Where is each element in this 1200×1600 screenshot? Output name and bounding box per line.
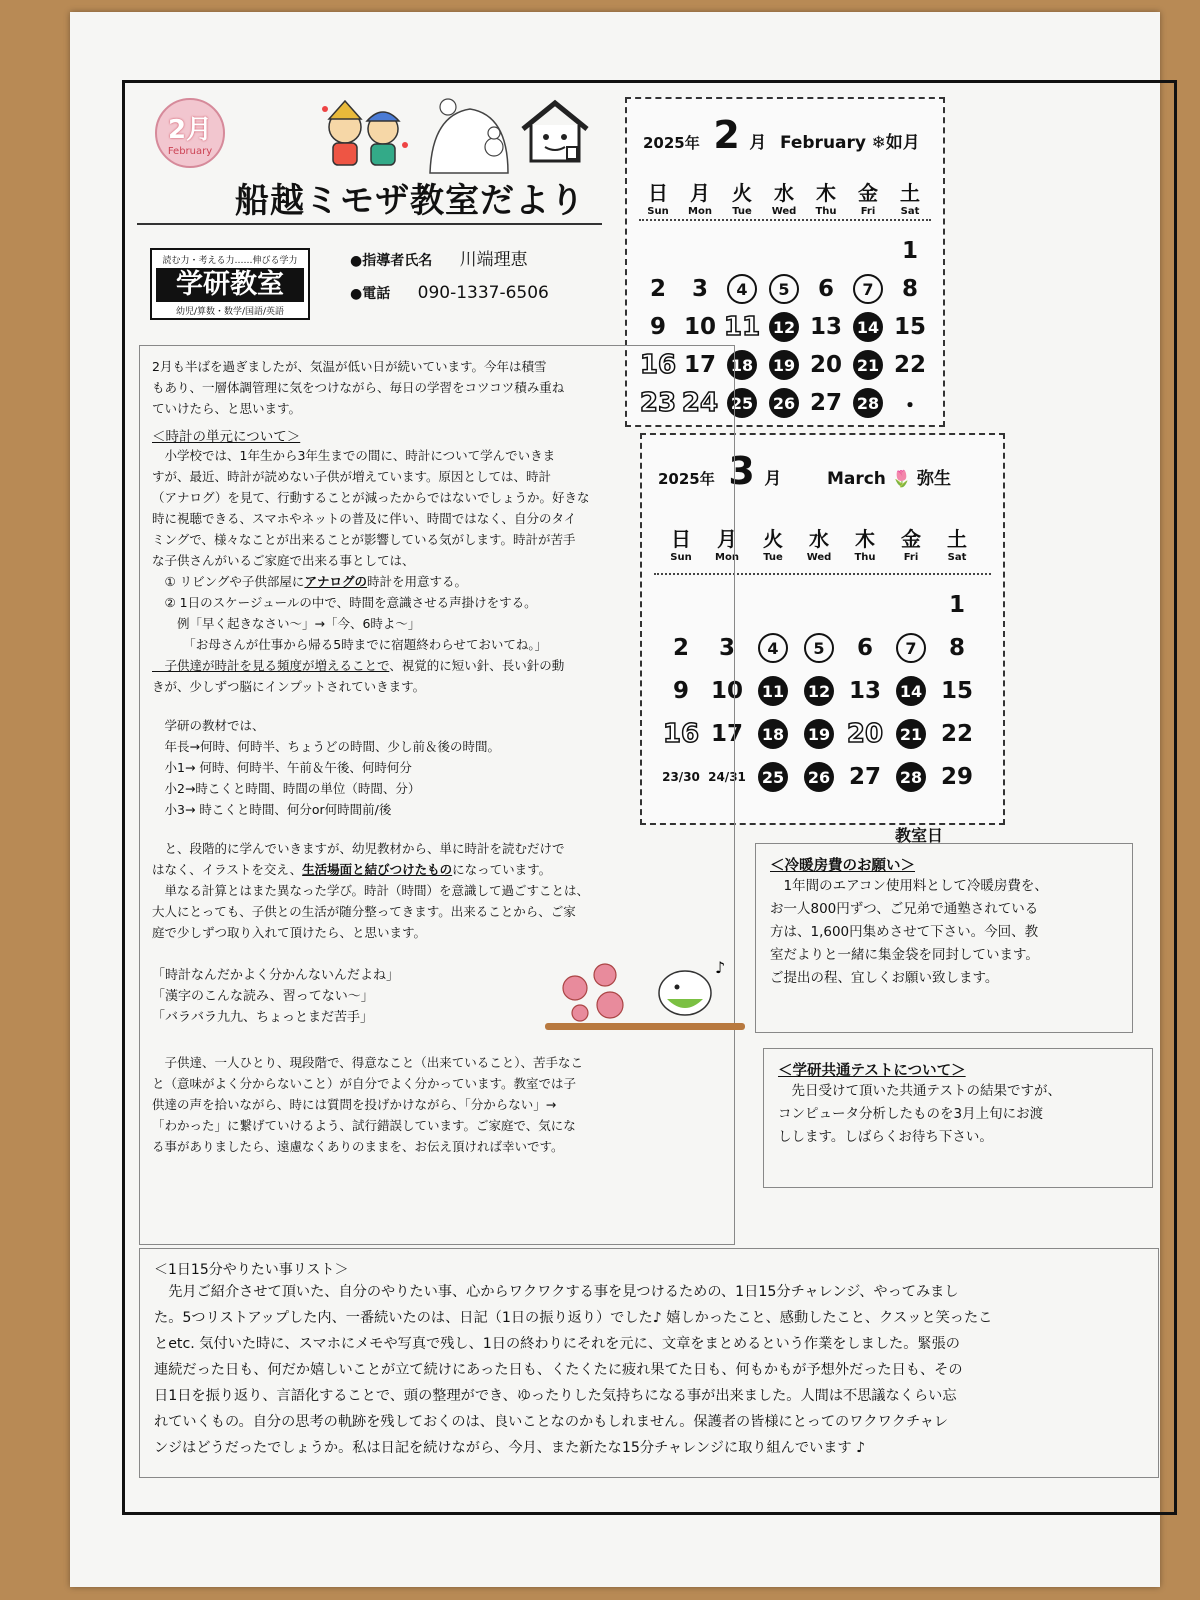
- calendar-feb-month-ja: 月: [749, 133, 767, 153]
- weekday-ja: 金: [858, 181, 878, 205]
- calendar-day-number: 26: [804, 762, 834, 792]
- badge-sub: February: [167, 146, 213, 157]
- snowman-illustration-icon: [420, 95, 515, 175]
- title-divider: [137, 223, 602, 225]
- calendar-day-number: 6: [856, 635, 873, 661]
- calendar-day-number: 18: [727, 350, 757, 380]
- calendar-day: [796, 671, 842, 711]
- weekday-header: [934, 523, 980, 563]
- calendar-day: [934, 628, 980, 668]
- plum-blossom-bird-illustration-icon: [545, 953, 745, 1033]
- weekday-en: Sat: [900, 206, 920, 217]
- calendar-day-number: 7: [896, 633, 926, 663]
- weekday-en: Sun: [670, 552, 692, 563]
- instructor-label: ●指導者氏名: [350, 253, 433, 269]
- calendar-day-number: 2: [649, 276, 666, 302]
- calendar-day-number: 5: [769, 274, 799, 304]
- calendar-day-number: 12: [769, 312, 799, 342]
- calendar-day-number: 17: [710, 721, 743, 747]
- clock-p2-rest: 、視覚的に短い針、長い針の動: [389, 658, 565, 673]
- calendar-feb-month-en: February: [779, 133, 866, 153]
- heating-fee-notice: [755, 843, 1133, 1033]
- calendar-day: [888, 671, 934, 711]
- clock-p2-emphasis: 子供達が時計を見る頻度が増えることで: [152, 658, 390, 673]
- newsletter-title: 船越ミモザ教室だより: [235, 181, 585, 221]
- calendar-day: [842, 714, 888, 754]
- calendar-day: [637, 269, 679, 309]
- calendar-mar-month-ja: 月: [764, 469, 782, 489]
- weekday-en: Tue: [732, 206, 752, 217]
- calendar-day: [847, 345, 889, 385]
- calendar-day-number: 15: [940, 678, 973, 704]
- calendar-day-number: 5: [804, 633, 834, 663]
- calendar-day-number: 4: [727, 274, 757, 304]
- calendar-day-number: 16: [639, 350, 677, 380]
- materials-list: [152, 736, 724, 820]
- calendar-day-number: 2: [672, 635, 689, 661]
- calendar-day-number: 14: [853, 312, 883, 342]
- phone-label: ●電話: [350, 286, 391, 302]
- children-illustration-icon: [315, 95, 415, 170]
- calendar-day: [805, 269, 847, 309]
- calendar-day: [679, 269, 721, 309]
- calendar-day: [796, 714, 842, 754]
- calendar-day-number: 4: [758, 633, 788, 663]
- calendar-day-number: 17: [683, 352, 716, 378]
- calendar-mar-year: 2025年: [658, 470, 715, 488]
- test-notice-heading: ＜学研共通テストについて＞: [778, 1063, 966, 1079]
- calendar-day-number: 7: [853, 274, 883, 304]
- weekday-en: Thu: [815, 206, 837, 217]
- weekday-ja: 日: [648, 181, 668, 205]
- materials-intro: 学研の教材では、: [152, 718, 265, 733]
- calendar-mar-month-en: March: [826, 469, 886, 489]
- svg-text:♪: ♪: [715, 958, 726, 977]
- calendar-day: [721, 307, 763, 347]
- materials-item: 年長→何時、何時半、ちょうどの時間、少し前＆後の時間。: [152, 739, 500, 754]
- phone-row: [350, 283, 549, 303]
- calendar-day-number: 24: [681, 388, 719, 418]
- calendar-day: [763, 269, 805, 309]
- calendar-feb-month-old: ❄如月: [871, 133, 920, 153]
- calendar-day-number: 15: [893, 314, 926, 340]
- calendar-day-number: ・: [898, 392, 922, 419]
- weekday-ja: 日: [671, 527, 691, 551]
- calendar-day-number: 9: [649, 314, 666, 340]
- calendar-day-number: 12: [804, 676, 834, 706]
- fifteen-minute-list: [139, 1248, 1159, 1478]
- calendar-day-number: 23: [639, 388, 677, 418]
- calendar-feb-header: [643, 113, 920, 157]
- gakken-logo-subjects: 幼児/算数・数学/国語/英語: [175, 307, 285, 317]
- calendar-day: [750, 671, 796, 711]
- child-quote: 「バラバラ九九、ちょっとまだ苦手」: [152, 1010, 374, 1025]
- weekday-en: Wed: [806, 552, 832, 563]
- calendar-day: [679, 307, 721, 347]
- stepwise-line-1: と、段階的に学んでいきますが、幼児教材から、単に時計を読むだけで: [152, 841, 565, 856]
- weekday-ja: 水: [809, 527, 829, 551]
- heart-badge-icon: [155, 98, 225, 168]
- clock-example-2: 「お母さんが仕事から帰る5時までに宿題終わらせておいてね。」: [152, 637, 548, 652]
- weekday-header: [847, 177, 889, 217]
- calendar-day: [750, 628, 796, 668]
- calendar-day-number: 1: [901, 238, 918, 264]
- main-article: [139, 345, 735, 1245]
- stepwise-emphasis: 生活場面と結びつけたもの: [302, 862, 453, 877]
- item1-pre: ① リビングや子供部屋に: [152, 574, 305, 589]
- child-quote: 「漢字のこんな読み、習ってない～」: [152, 989, 374, 1004]
- weekday-en: Fri: [860, 206, 876, 217]
- weekday-header: [842, 523, 888, 563]
- calendar-day-number: 28: [896, 762, 926, 792]
- weekday-ja: 木: [855, 527, 875, 551]
- clock-item-1: [152, 571, 724, 592]
- calendar-day: [847, 269, 889, 309]
- calendar-day: [842, 628, 888, 668]
- calendar-day-number: 11: [723, 312, 761, 342]
- calendar-day-number: 21: [896, 719, 926, 749]
- badge-month: 2月: [167, 115, 213, 145]
- clock-paragraph-2: [152, 655, 724, 676]
- calendar-day: [637, 307, 679, 347]
- weekday-header: [888, 523, 934, 563]
- clock-section-heading: ＜時計の単元について＞: [152, 429, 301, 445]
- calendar-day: [934, 671, 980, 711]
- calendar-day-number: 28: [853, 388, 883, 418]
- weekday-ja: 金: [901, 527, 921, 551]
- calendar-day: [796, 757, 842, 797]
- heating-notice-body: 1年間のエアコン使用料として冷暖房費を、 お一人800円ずつ、ご兄弟で通塾されている 方は、1,600円集めさせて下さい。今回、教 室だよりと一緒に集金袋を同封しています。 ご提出の程、宜しくお願い致します。: [770, 878, 1048, 986]
- tulip-icon: 🌷: [891, 469, 912, 488]
- calendar-day-number: 10: [710, 678, 743, 704]
- materials-item: 小3→ 時こくと時間、何分or何時間前/後: [152, 802, 392, 817]
- house-icon: [515, 95, 595, 170]
- calendar-day-number: 20: [809, 352, 842, 378]
- weekday-header: [805, 177, 847, 217]
- calendar-day: [847, 383, 889, 423]
- calendar-day: [888, 757, 934, 797]
- calendar-day-number: 11: [758, 676, 788, 706]
- materials-item: 小1→ 何時、何時半、午前＆午後、何時何分: [152, 760, 412, 775]
- weekday-en: Sat: [947, 552, 967, 563]
- calendar-day: [934, 585, 980, 625]
- calendar-day-number: 22: [940, 721, 973, 747]
- calendar-day-number: 19: [769, 350, 799, 380]
- gakken-logo-tagline: 読む力・考える力……伸びる学力: [162, 256, 298, 266]
- calendar-day: [763, 345, 805, 385]
- clock-example-1: 例「早く起きなさい～」→「今、6時よ～」: [152, 616, 421, 631]
- calendar-day-number: 29: [940, 764, 973, 790]
- calendar-day: [805, 307, 847, 347]
- clock-item-2: ② 1日のスケージュールの中で、時間を意識させる声掛けをする。: [152, 595, 537, 610]
- calendar-feb-divider: [639, 219, 931, 221]
- weekday-header: [763, 177, 805, 217]
- calendar-day-number: 22: [893, 352, 926, 378]
- materials-item: 小2→時こくと時間、時間の単位（時間、分）: [152, 781, 421, 796]
- item1-post: 時計を用意する。: [366, 574, 467, 589]
- weekday-header: [679, 177, 721, 217]
- gakken-logo: [150, 248, 310, 320]
- calendar-day-number: 6: [817, 276, 834, 302]
- gakken-logo-main: 学研教室: [156, 268, 304, 302]
- calendar-feb-year: 2025年: [643, 134, 700, 152]
- calendar-day: [805, 345, 847, 385]
- calendar-day: [842, 757, 888, 797]
- calendar-day: [934, 714, 980, 754]
- weekday-ja: 木: [816, 181, 836, 205]
- weekday-ja: 月: [717, 527, 737, 551]
- calendar-day-number: 24/31: [708, 770, 746, 784]
- weekday-en: Wed: [771, 206, 797, 217]
- calendar-mar-month: 3: [728, 449, 755, 493]
- classroom-days-label: 教室日: [895, 826, 944, 845]
- test-notice-body: 先日受けて頂いた共通テストの結果ですが、 コンピュータ分析したものを3月上旬にお渡 しします。しばらくお待ち下さい。: [778, 1083, 1061, 1145]
- weekday-ja: 月: [690, 181, 710, 205]
- weekday-en: Mon: [715, 552, 739, 563]
- calendar-day: [763, 307, 805, 347]
- stepwise-post: になっています。: [452, 862, 552, 877]
- calendar-day-number: 25: [758, 762, 788, 792]
- phone-number: 090-1337-6506: [417, 283, 549, 303]
- weekday-ja: 火: [763, 527, 783, 551]
- calendar-day-number: 27: [809, 390, 842, 416]
- calendar-day: [889, 345, 931, 385]
- weekday-en: Mon: [688, 206, 712, 217]
- heating-notice-heading: ＜冷暖房費のお願い＞: [770, 858, 915, 874]
- weekday-header: [637, 177, 679, 217]
- item1-emphasis: アナログの: [304, 574, 367, 589]
- weekday-ja: 火: [732, 181, 752, 205]
- weekday-en: Sun: [647, 206, 669, 217]
- calendar-day-number: 3: [718, 635, 735, 661]
- calendar-day-number: 1: [948, 592, 965, 618]
- calendar-day: [805, 383, 847, 423]
- weekday-header: [889, 177, 931, 217]
- calendar-feb-month: 2: [713, 113, 740, 157]
- stepwise-pre: はなく、イラストを交え、: [152, 862, 303, 877]
- fifteen-minute-heading: ＜1日15分やりたい事リスト＞: [154, 1262, 349, 1278]
- calendar-day-number: 16: [662, 719, 700, 749]
- calendar-day: [796, 628, 842, 668]
- calendar-day-number: 14: [896, 676, 926, 706]
- calendar-day: [721, 269, 763, 309]
- calendar-day: [750, 757, 796, 797]
- calendar-day: [889, 269, 931, 309]
- calendar-feb-weekdays: [637, 177, 931, 217]
- calendar-day: [889, 307, 931, 347]
- common-test-notice: [763, 1048, 1153, 1188]
- calendar-day-number: 25: [727, 388, 757, 418]
- calendar-day: [889, 383, 931, 423]
- stepwise-paragraph: 単なる計算とはまた異なった学び。時計（時間）を意識して過ごすことは、 大人にとっても、子供との生活が随分整ってきます。出来ることから、ご家 庭で少しずつ取り入れて頂けたら、と思います。: [152, 883, 590, 940]
- instructor-name: 川端理恵: [459, 250, 528, 270]
- intro-paragraph: 2月も半ばを過ぎましたが、気温が低い日が続いています。今年は積雪 もあり、一層体調管理に気をつけながら、毎日の学習をコツコツ積み重ね ていけたら、と思います。: [152, 359, 565, 416]
- calendar-day-number: 23/30: [662, 770, 700, 784]
- calendar-day-number: 21: [853, 350, 883, 380]
- instructor-row: [350, 245, 528, 270]
- calendar-day-number: 8: [901, 276, 918, 302]
- stepwise-line-2: [152, 859, 724, 880]
- calendar-day: [763, 383, 805, 423]
- weekday-header: [750, 523, 796, 563]
- weekday-en: Tue: [763, 552, 783, 563]
- fifteen-minute-body: 先月ご紹介させて頂いた、自分のやりたい事、心からワクワクする事を見つけるための、1日15分チャレンジ、やってみまし た。5つリストアップした内、一番続いたのは、日記（1日の振り返り）でした♪ 嬉しかったこと、感動したこと、クスッと笑ったこ とetc. 気付いた時に、スマホにメモや写真で残し、1日の終わりにそれを元に、文章をまとめるという作業をしました。緊張の 連続だった日も、何だか嬉しいことが立て続けにあった日も、くたくたに疲れ果てた日も、何もかもが予想外だった日も、その 日1日を振り返り、言語化することで、頭の整理ができ、ゆったりした気持ちになる事が出来ました。人間は不思議なくらい忘 れていくもの。自分の思考の軌跡を残しておくのは、良いことなのかもしれません。保護者の皆様にとってのワクワクチャレ ンジはどうだったでしょうか。私は日記を続けながら、今月、また新たな15分チャレンジに取り組んでいます ♪: [154, 1284, 993, 1456]
- calendar-day-number: 13: [848, 678, 881, 704]
- calendar-day: [934, 757, 980, 797]
- newsletter-frame: [122, 80, 1177, 1515]
- calendar-day-number: 3: [691, 276, 708, 302]
- calendar-day: [750, 714, 796, 754]
- calendar-day: [847, 307, 889, 347]
- calendar-mar-month-old: 弥生: [916, 469, 951, 489]
- calendar-day-number: 19: [804, 719, 834, 749]
- weekday-ja: 土: [947, 527, 967, 551]
- calendar-day-number: 27: [848, 764, 881, 790]
- weekday-ja: 水: [774, 181, 794, 205]
- closing-paragraph: 子供達、一人ひとり、現段階で、得意なこと（出来ていること）、苦手なこ と（意味がよく分からないこと）が自分でよく分かっています。教室では子 供達の声を拾いながら、時には質問を投げかけながら、「分からない」→ 「わかった」に繋げていけるよう、試行錯誤しています。ご家庭で、気にな る事がありましたら、遠慮なくありのままを、お伝え頂ければ幸いです。: [152, 1055, 584, 1154]
- weekday-header: [796, 523, 842, 563]
- weekday-en: Thu: [854, 552, 876, 563]
- weekday-header: [721, 177, 763, 217]
- calendar-day-number: 13: [809, 314, 842, 340]
- calendar-day-number: 20: [846, 719, 884, 749]
- weekday-ja: 土: [900, 181, 920, 205]
- calendar-day-number: 26: [769, 388, 799, 418]
- calendar-day: [889, 231, 931, 271]
- clock-paragraph-2-line2: きが、少しずつ脳にインプットされていきます。: [152, 679, 426, 694]
- calendar-day-number: 8: [948, 635, 965, 661]
- calendar-day: [842, 671, 888, 711]
- child-quote: 「時計なんだかよく分かんないんだよね」: [152, 968, 400, 983]
- newsletter-paper: [70, 12, 1160, 1587]
- calendar-day: [888, 714, 934, 754]
- calendar-day: [888, 628, 934, 668]
- weekday-en: Fri: [903, 552, 919, 563]
- calendar-day-number: 9: [672, 678, 689, 704]
- calendar-day-number: 18: [758, 719, 788, 749]
- calendar-day-number: 10: [683, 314, 716, 340]
- clock-paragraph-1: 小学校では、1年生から3年生までの間に、時計について学んでいきま すが、最近、時計が読めない子供が増えています。原因としては、時計 （アナログ）を見て、行動することが減ったからではないでしょうか。好きな 時に視聴できる、スマホやネットの普及に伴い、時間ではなく、自分のタイ ミングで、様々なことが出来ることが影響している気がします。時計が苦手 な子供さんがいるご家庭で出来る事としては、: [152, 448, 590, 568]
